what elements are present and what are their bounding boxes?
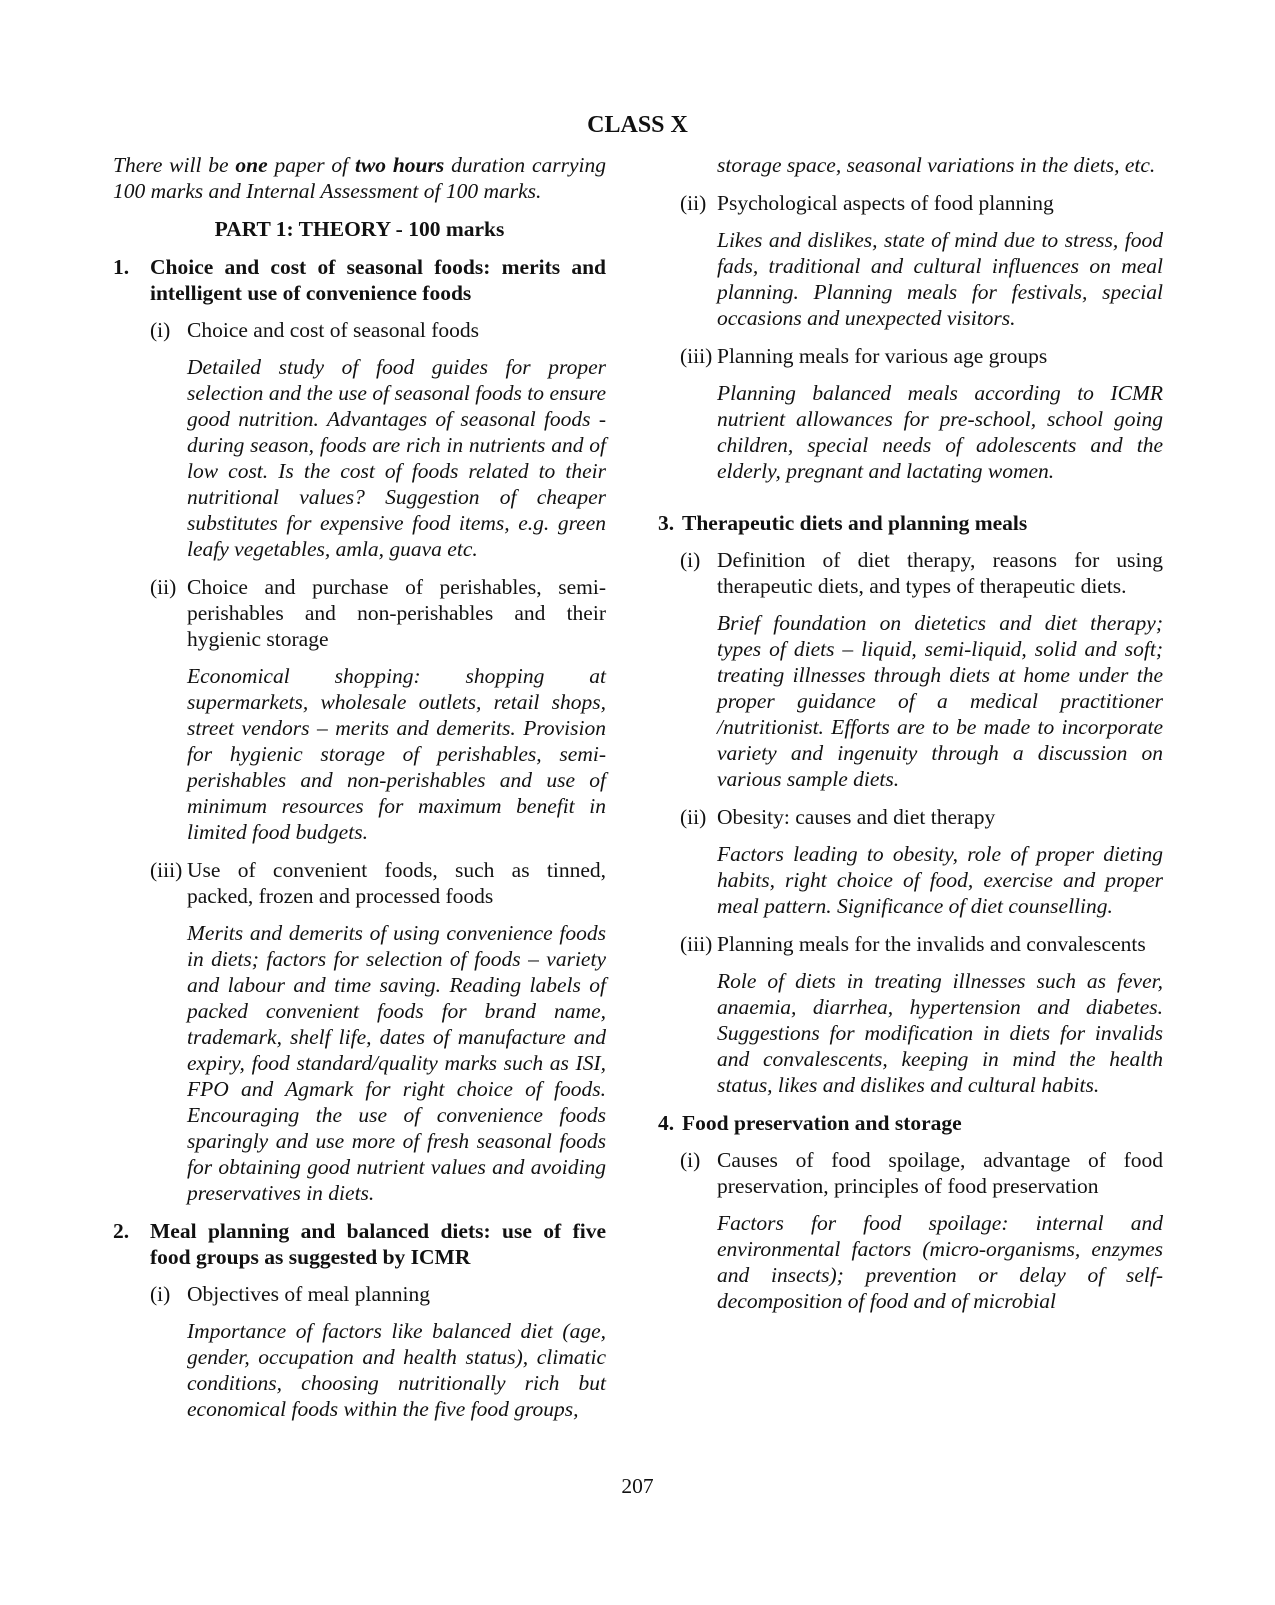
subsection-number: (ii) xyxy=(150,575,177,599)
section-number: 2. xyxy=(113,1219,130,1243)
subsection-description: Factors for food spoilage: internal and environmental factors (micro-organisms, enzymes and insects); prevention or delay of self-decomposition of food and of microbial xyxy=(717,1211,1163,1313)
intro-bold-1: one xyxy=(235,153,268,177)
page-number: 207 xyxy=(621,1474,654,1498)
section-number: 4. xyxy=(658,1111,675,1135)
subsection-number: (iii) xyxy=(680,344,713,368)
subsection-3-i xyxy=(658,547,1163,599)
right-column xyxy=(658,152,1163,1326)
intro-text-2: paper of xyxy=(267,153,355,177)
subsection-number: (i) xyxy=(680,1148,701,1172)
intro-text-3: duration carrying 100 marks and Internal Assessment of 100 marks. xyxy=(113,153,606,203)
subsection-description-continued: storage space, seasonal variations in the diets, etc. xyxy=(717,153,1156,177)
subsection-1-iii xyxy=(113,857,606,909)
subsection-3-ii xyxy=(658,804,1163,830)
subsection-title: Use of convenient foods, such as tinned, packed, frozen and processed foods xyxy=(187,858,606,908)
subsection-2-ii xyxy=(658,190,1163,216)
subsection-title: Choice and cost of seasonal foods xyxy=(187,318,479,342)
page-title: CLASS X xyxy=(587,112,688,138)
section-title: Food preservation and storage xyxy=(682,1111,962,1135)
subsection-number: (ii) xyxy=(680,191,707,215)
left-column xyxy=(113,152,606,1434)
subsection-title: Causes of food spoilage, advantage of food preservation, principles of food preservation xyxy=(717,1148,1163,1198)
subsection-description: Brief foundation on dietetics and diet therapy; types of diets – liquid, semi-liquid, solid and soft; treating illnesses through diets at home under the proper guidance of a medical practitioner /nutritionist. Efforts are to be made to incorporate variety and ingenuity through a discussion on various sample diets. xyxy=(717,611,1163,791)
subsection-title: Planning meals for the invalids and convalescents xyxy=(717,932,1146,956)
subsection-number: (iii) xyxy=(680,932,713,956)
subsection-2-iii xyxy=(658,343,1163,369)
subsection-description: Planning balanced meals according to ICMR nutrient allowances for pre-school, school going children, special needs of adolescents and the elderly, pregnant and lactating women. xyxy=(717,381,1163,483)
intro-bold-2: two hours xyxy=(354,153,445,177)
subsection-description: Role of diets in treating illnesses such as fever, anaemia, diarrhea, hypertension and diabetes. Suggestions for modification in diets for invalids and convalescents, keeping in mind the health status, likes and dislikes and cultural habits. xyxy=(717,969,1163,1097)
subsection-title: Planning meals for various age groups xyxy=(717,344,1048,368)
section-title: Choice and cost of seasonal foods: merits and intelligent use of convenience foods xyxy=(150,255,606,305)
subsection-title: Choice and purchase of perishables, semi-perishables and non-perishables and their hygienic storage xyxy=(187,575,606,651)
subsection-number: (iii) xyxy=(150,858,183,882)
intro-paragraph xyxy=(113,152,606,204)
section-number: 1. xyxy=(113,255,130,279)
subsection-4-i xyxy=(658,1147,1163,1199)
section-1-heading xyxy=(113,254,606,306)
subsection-1-ii xyxy=(113,574,606,652)
subsection-title: Definition of diet therapy, reasons for using therapeutic diets, and types of therapeutic diets. xyxy=(717,548,1163,598)
subsection-1-i xyxy=(113,317,606,343)
subsection-description: Likes and dislikes, state of mind due to stress, food fads, traditional and cultural influences on meal planning. Planning meals for festivals, special occasions and unexpected visitors. xyxy=(717,228,1163,330)
subsection-number: (i) xyxy=(680,548,701,572)
subsection-3-iii xyxy=(658,931,1163,957)
section-title: Meal planning and balanced diets: use of five food groups as suggested by ICMR xyxy=(150,1219,606,1269)
subsection-number: (i) xyxy=(150,318,171,342)
subsection-description: Economical shopping: shopping at supermarkets, wholesale outlets, retail shops, street vendors – merits and demerits. Provision for hygienic storage of perishables, semi-perishables and non-perishables and use of minimum resources for maximum benefit in limited food budgets. xyxy=(187,664,606,844)
section-gap xyxy=(658,496,1163,510)
subsection-number: (ii) xyxy=(680,805,707,829)
subsection-description: Importance of factors like balanced diet (age, gender, occupation and health status), climatic conditions, choosing nutritionally rich but economical foods within the five food groups, xyxy=(187,1319,606,1421)
subsection-description: Detailed study of food guides for proper selection and the use of seasonal foods to ensure good nutrition. Advantages of seasonal foods - during season, foods are rich in nutrients and of low cost. Is the cost of foods related to their nutritional values? Suggestion of cheaper substitutes for expensive food items, e.g. green leafy vegetables, amla, guava etc. xyxy=(187,355,606,561)
section-2-heading xyxy=(113,1218,606,1270)
subsection-description: Merits and demerits of using convenience foods in diets; factors for selection of foods – variety and labour and time saving. Reading labels of packed convenient foods for brand name, trademark, shelf life, dates of manufacture and expiry, food standard/quality marks such as ISI, FPO and Agmark for right choice of foods. Encouraging the use of convenience foods sparingly and use more of fresh seasonal foods for obtaining good nutrient values and avoiding preservatives in diets. xyxy=(187,921,606,1205)
subsection-2-i xyxy=(113,1281,606,1307)
subsection-title: Objectives of meal planning xyxy=(187,1282,430,1306)
subsection-description: Factors leading to obesity, role of proper dieting habits, right choice of food, exercise and proper meal pattern. Significance of diet counselling. xyxy=(717,842,1163,918)
part-heading: PART 1: THEORY - 100 marks xyxy=(214,217,505,241)
intro-text-1: There will be xyxy=(113,153,236,177)
subsection-title: Obesity: causes and diet therapy xyxy=(717,805,996,829)
section-title: Therapeutic diets and planning meals xyxy=(682,511,1028,535)
section-4-heading xyxy=(658,1110,1163,1136)
section-number: 3. xyxy=(658,511,675,535)
section-3-heading xyxy=(658,510,1163,536)
subsection-number: (i) xyxy=(150,1282,171,1306)
subsection-title: Psychological aspects of food planning xyxy=(717,191,1054,215)
